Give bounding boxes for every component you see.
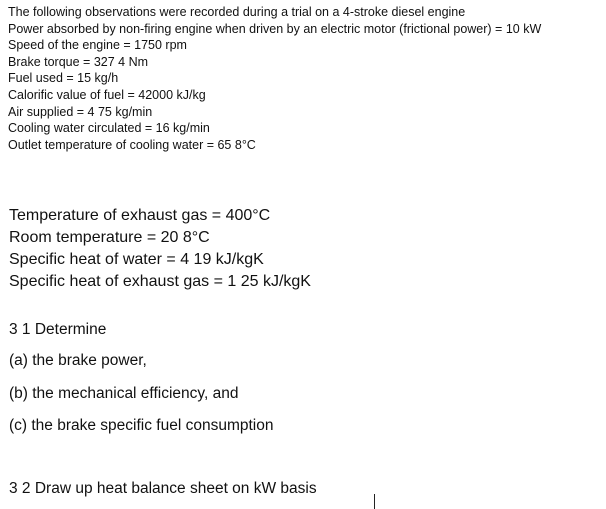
- given-data-extra-block: [9, 205, 311, 293]
- air-supplied-line: Air supplied = 4 75 kg/min: [8, 104, 153, 119]
- specific-heat-exhaust-line: Specific heat of exhaust gas = 1 25 kJ/kgK: [9, 273, 311, 290]
- question-3-1-a: (a) the brake power,: [9, 352, 147, 369]
- question-3-1-b: (b) the mechanical efficiency, and: [9, 385, 239, 402]
- text-cursor: [374, 494, 375, 509]
- question-3-1-c: (c) the brake specific fuel consumption: [9, 417, 274, 434]
- intro-line: The following observations were recorded during a trial on a 4-stroke diesel engine: [8, 5, 466, 19]
- given-data-block: [8, 4, 598, 153]
- exhaust-temperature-line: Temperature of exhaust gas = 400°C: [9, 207, 271, 224]
- outlet-temperature-line: Outlet temperature of cooling water = 65 8°C: [8, 137, 256, 152]
- question-3-1-heading: 3 1 Determine: [9, 321, 107, 338]
- calorific-value-line: Calorific value of fuel = 42000 kJ/kg: [8, 87, 206, 102]
- fuel-used-line: Fuel used = 15 kg/h: [8, 71, 119, 86]
- question-3-2-heading: 3 2 Draw up heat balance sheet on kW basis: [9, 480, 317, 497]
- specific-heat-water-line: Specific heat of water = 4 19 kJ/kgK: [9, 251, 264, 268]
- cooling-water-line: Cooling water circulated = 16 kg/min: [8, 121, 210, 136]
- engine-speed-line: Speed of the engine = 1750 rpm: [8, 38, 187, 53]
- brake-torque-line: Brake torque = 327 4 Nm: [8, 54, 149, 69]
- friction-power-line: Power absorbed by non-firing engine when driven by an electric motor (frictional power) = 10 kW: [8, 21, 542, 36]
- room-temperature-line: Room temperature = 20 8°C: [9, 229, 210, 246]
